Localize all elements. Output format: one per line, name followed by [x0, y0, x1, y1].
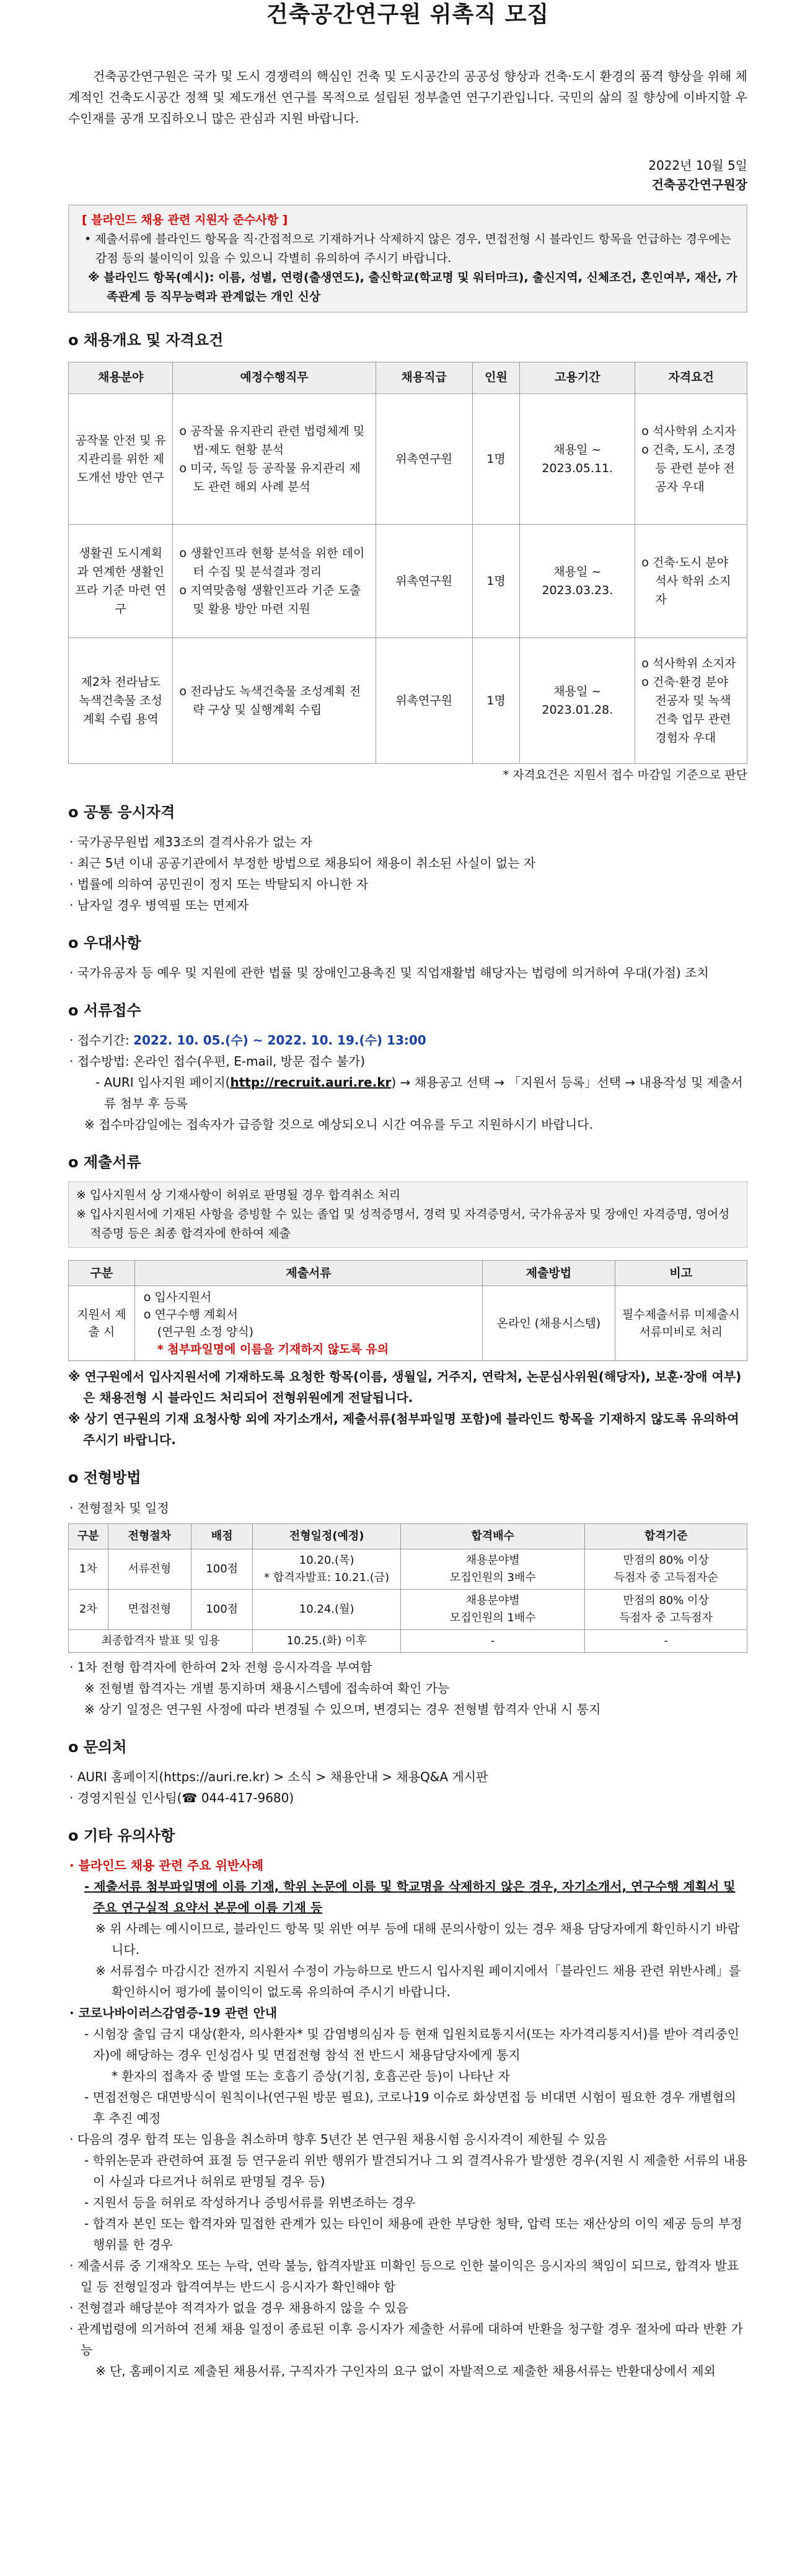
quals-cell [635, 638, 747, 764]
note-line: ※ 상기 연구원의 기재 요청사항 외에 자기소개서, 제출서류(첨부파일명 포함)에 블라인드 항목을 기재하지 않도록 유의하여 주시기 바랍니다. [68, 1411, 739, 1448]
application-period: 2022. 10. 05.(수) ~ 2022. 10. 19.(수) 13:00 [133, 1033, 426, 1048]
table-header-row [69, 362, 747, 394]
section-title-qualification: o 공통 응시자격 [68, 803, 175, 821]
cell-line: 득점자 중 고득점자 [619, 1611, 713, 1624]
col-header: 채용분야 [69, 362, 173, 394]
final-criteria-cell: - [585, 1629, 747, 1652]
schedule-cell [253, 1589, 401, 1629]
list-item: - 제출서류 첨부파일명에 이름 기재, 학위 논문에 이름 및 학교명을 삭제하지 않은 경우, 자기소개서, 연구수행 계획서 및 주요 연구실적 요약서 본문에 이름 기재 등 [84, 1878, 736, 1915]
quals-cell [635, 525, 747, 638]
list-item: · AURI 홈페이지(https://auri.re.kr) > 소식 > 채용안내 > 채용Q&A 게시판 [69, 1769, 488, 1784]
kind-cell: 지원서 제출 시 [69, 1286, 135, 1361]
qual-item: o 석사학위 소지자 [641, 424, 736, 439]
cell-line: 만점의 80% 이상 [623, 1593, 709, 1607]
note-line: ※ 전형별 합격자는 개별 통지하며 채용시스템에 접속하여 확인 가능 [84, 1680, 450, 1696]
col-header: 제출방법 [483, 1261, 615, 1286]
selection-sub [68, 1497, 747, 1518]
auri-text: - AURI 입사지원 페이지( [95, 1075, 231, 1090]
application-list [68, 1030, 747, 1135]
posting-date: 2022년 10월 5일 [648, 158, 747, 173]
duties-cell [173, 394, 376, 525]
note-line: ※ 연구원에서 입사지원서에 기재하도록 요청한 항목(이름, 생월일, 거주지, 연락처, 논문심사위원(해당자), 보훈·장애 여부)은 채용전형 시 블라인드 처리되어 전형위원에게 전달됩니다. [68, 1369, 742, 1406]
process-cell: 서류전형 [108, 1549, 191, 1589]
duty-item: o 지역맞춤형 생활인프라 기준 도출 및 활용 방안 마련 지원 [179, 584, 361, 616]
col-header: 구분 [69, 1523, 108, 1549]
cell-line: * 합격자발표: 10.21.(금) [264, 1571, 390, 1584]
list-item: · 법률에 의하여 공민권이 정지 또는 박탈되지 아니한 자 [69, 876, 369, 892]
recruit-link[interactable]: http://recruit.auri.re.kr [230, 1075, 392, 1090]
list-item: · 전형결과 해당분야 적격자가 없을 경우 채용하지 않을 수 있음 [69, 2300, 408, 2315]
docs-cell [134, 1286, 482, 1361]
table-row [69, 1286, 747, 1361]
headcount-cell: 1명 [472, 394, 520, 525]
criteria-cell [585, 1549, 747, 1589]
list-item: · 블라인드 채용 관련 주요 위반사례 [69, 1857, 263, 1873]
col-header: 구분 [69, 1261, 135, 1286]
final-label-cell: 최종합격자 발표 및 임용 [69, 1629, 253, 1652]
list-item: · 전형절차 및 일정 [69, 1500, 169, 1515]
note-line: ※ 상기 일정은 연구원 사정에 따라 변경될 수 있으며, 변경되는 경우 전형별 합격자 안내 시 통지 [84, 1701, 601, 1717]
note-line: * 환자의 접촉자 중 발열 또는 호흡기 증상(기침, 호흡곤란 등)이 나타난 자 [112, 2068, 510, 2083]
list-item: · 코로나바이러스감염증-19 관련 안내 [69, 2005, 278, 2020]
other-list [68, 1855, 747, 2381]
score-cell: 100점 [191, 1589, 253, 1629]
page-title: 건축공간연구원 위촉직 모집 [266, 2, 550, 27]
col-header: 제출서류 [134, 1261, 482, 1286]
field-cell: 공작물 안전 및 유지관리를 위한 제도개선 방안 연구 [69, 394, 173, 525]
overview-table [68, 362, 747, 764]
process-cell: 면접전형 [108, 1589, 191, 1629]
cell-line: 10.20.(목) [299, 1553, 354, 1567]
table-row [69, 638, 747, 764]
note-line: ※ 위 사례는 예시이므로, 블라인드 항목 및 위반 여부 등에 대해 문의사항이 있는 경우 채용 담당자에게 확인하시기 바랍니다. [95, 1921, 740, 1957]
table-header-row [69, 1523, 747, 1549]
documents-table [68, 1260, 747, 1361]
list-item: - 학위논문과 관련하여 표절 등 연구윤리 위반 행위가 발견되거나 그 외 결격사유가 발생한 경우(지원 시 제출한 서류의 내용이 사실과 다르거나 허위로 판명될 경우 등) [84, 2152, 747, 2189]
doc-item: o 입사지원서 [143, 1290, 212, 1305]
duty-item: o 미국, 독일 등 공작물 유지관리 제도 관련 해외 사례 분석 [179, 462, 361, 494]
blind-notice-example: ※ 블라인드 항목(예시): 이름, 성별, 연령(출생연도), 출신학교(학교명 및 워터마크), 출신지역, 신체조건, 혼인여부, 재산, 가족관계 등 직무능력과 관계없는 개인 신상 [88, 271, 737, 304]
note-line: ※ 단, 홈페이지로 제출된 채용서류, 구직자가 구인자의 요구 없이 자발적으로 제출한 채용서류는 반환대상에서 제외 [95, 2363, 716, 2378]
period-cell: 채용일 ~ 2023.05.11. [520, 394, 635, 525]
multiple-cell [401, 1589, 585, 1629]
col-header: 전형일정(예정) [253, 1523, 401, 1549]
list-item: · 다음의 경우 합격 또는 임용을 취소하며 향후 5년간 본 연구원 채용시험 응시자격이 제한될 수 있음 [69, 2131, 607, 2147]
col-header: 채용직급 [376, 362, 472, 394]
blind-notice-title: [ 블라인드 채용 관련 지원자 준수사항 ] [82, 213, 288, 227]
list-item: ※ 접수마감일에는 접속자가 급증할 것으로 예상되오니 시간 여유를 두고 지원하시기 바랍니다. [84, 1117, 593, 1132]
col-header: 합격배수 [401, 1523, 585, 1549]
list-item: · 관계법령에 의거하여 전체 채용 일정이 종료된 이후 응시자가 제출한 서류에 대하여 반환을 청구할 경우 절차에 따라 반환 가능 [69, 2321, 743, 2357]
list-item: - 합격자 본인 또는 합격자와 밀접한 관계가 있는 타인이 채용에 관한 부당한 청탁, 압력 또는 재산상의 이익 제공 등의 부정행위를 한 경우 [84, 2215, 742, 2252]
period-cell: 채용일 ~ 2023.03.23. [520, 525, 635, 638]
section-title-application: o 서류접수 [68, 1002, 141, 1019]
cell-line: 채용분야별 [465, 1553, 520, 1567]
col-header: 배점 [191, 1523, 253, 1549]
qual-item: o 석사학위 소지자 [641, 657, 736, 671]
doc-warning: * 첨부파일명에 이름을 기재하지 않도록 유의 [157, 1343, 389, 1357]
qualification-list [68, 831, 747, 916]
col-header: 비고 [615, 1261, 747, 1286]
cell-line: 득점자 중 고득점자순 [614, 1571, 718, 1584]
section-title-other: o 기타 유의사항 [68, 1826, 175, 1844]
headcount-cell: 1명 [472, 525, 520, 638]
preference-list [68, 962, 747, 983]
duties-cell [173, 525, 376, 638]
overview-footnote: * 자격요건은 지원서 접수 마감일 기준으로 판단 [503, 768, 747, 782]
method-cell: 온라인 (채용시스템) [483, 1286, 615, 1361]
note-line: ※ 서류접수 마감시간 전까지 지원서 수정이 가능하므로 반드시 입사지원 페이지에서「블라인드 채용 관련 위반사례」를 확인하시어 평가에 불이익이 없도록 유의하여 주시기 바랍니다. [95, 1963, 741, 1999]
score-cell: 100점 [191, 1549, 253, 1589]
cell-line: 모집인원의 3배수 [449, 1571, 536, 1584]
rank-cell: 위촉연구원 [376, 525, 472, 638]
cell-line: 만점의 80% 이상 [623, 1553, 709, 1567]
qual-item: o 건축·도시 분야 석사 학위 소지자 [641, 556, 731, 607]
contact-list [68, 1766, 747, 1808]
col-header: 전형절차 [108, 1523, 191, 1549]
duty-item: o 전라남도 녹색건축물 조성계획 전략 구상 및 실행계획 수립 [179, 685, 361, 717]
duty-item: o 생활인프라 현황 분석을 위한 데이터 수집 및 분석결과 정리 [179, 546, 365, 579]
list-item [68, 1030, 747, 1051]
headcount-cell: 1명 [472, 638, 520, 764]
remark-cell: 필수제출서류 미제출시 서류미비로 처리 [615, 1286, 747, 1361]
list-item: · 제출서류 중 기재착오 또는 누락, 연락 불능, 합격자발표 미확인 등으로 인한 불이익은 응시자의 책임이 되므로, 합격자 발표일 등 전형일정과 합격여부는 반드시 응시자가 확인해야 함 [69, 2258, 739, 2294]
table-row [69, 1629, 747, 1652]
blind-notice-box [68, 204, 747, 313]
documents-note-box [68, 1181, 747, 1248]
period-label: · 접수기간: [69, 1033, 134, 1048]
doc-item: o 연구수행 계획서 [143, 1308, 238, 1322]
rank-cell: 위촉연구원 [376, 394, 472, 525]
auri-text: ) → 채용공고 선택 → 「지원서 등록」선택 → 내용작성 및 제출서류 첨부 후 등록 [104, 1075, 743, 1111]
list-item: · 경영지원실 인사팀(☎ 044-417-9680) [69, 1790, 294, 1805]
schedule-cell [253, 1549, 401, 1589]
col-header: 합격기준 [585, 1523, 747, 1549]
section-title-documents: o 제출서류 [68, 1154, 141, 1172]
period-cell: 채용일 ~ 2023.01.28. [520, 638, 635, 764]
col-header: 인원 [472, 362, 520, 394]
criteria-cell [585, 1589, 747, 1629]
qual-item: o 건축, 도시, 조경 등 관련 분야 전공자 우대 [641, 443, 736, 494]
table-row [69, 394, 747, 525]
cell-line: 10.24.(월) [299, 1602, 354, 1616]
duty-item: o 공작물 유지관리 관련 법령체계 및 법·제도 현황 분석 [179, 424, 365, 457]
list-item: · 국가공무원법 제33조의 결격사유가 없는 자 [69, 834, 313, 849]
col-header: 고용기간 [520, 362, 635, 394]
list-item: · 국가유공자 등 예우 및 지원에 관한 법률 및 장애인고용촉진 및 직업재활법 해당자는 법령에 의거하여 우대(가점) 조치 [69, 965, 709, 980]
table-row [69, 1589, 747, 1629]
final-multiple-cell: - [401, 1629, 585, 1652]
note-line: ※ 입사지원서에 기재된 사항을 증빙할 수 있는 졸업 및 성적증명서, 경력 및 자격증명서, 국가유공자 및 장애인 자격증명, 영어성적증명 등은 최종 합격자에 한하여 제출 [76, 1207, 730, 1241]
documents-notes [68, 1366, 747, 1450]
list-item: - 면접전형은 대면방식이 원칙이나(연구원 방문 필요), 코로나19 이슈로 화상면접 등 비대면 시험이 필요한 경우 개별협의 후 추진 예정 [84, 2089, 736, 2126]
duties-cell [173, 638, 376, 764]
section-title-contact: o 문의처 [68, 1738, 127, 1756]
selection-notes [68, 1657, 747, 1720]
field-cell: 제2차 전라남도 녹색건축물 조성계획 수립 용역 [69, 638, 173, 764]
final-date-cell: 10.25.(화) 이후 [253, 1629, 401, 1652]
organization-name: 건축공간연구원장 [651, 177, 747, 192]
multiple-cell [401, 1549, 585, 1589]
list-item: · 접수방법: 온라인 접수(우편, E-mail, 방문 접수 불가) [69, 1054, 366, 1069]
list-item: - 시험장 출입 금지 대상(환자, 의사환자* 및 감염병의심자 등 현재 입원치료통지서(또는 자가격리통지서)를 받아 격리중인 자)에 해당하는 경우 인성검사 및 면접전형 참석 전 반드시 채용담당자에게 통지 [84, 2026, 739, 2062]
blind-notice-line: • 제출서류에 블라인드 항목을 직·간접적으로 기재하거나 삭제하지 않은 경우, 면접전형 시 블라인드 항목을 언급하는 경우에는 감점 등의 불이익이 있을 수 있으니 각별히 유의하여 주시기 바랍니다. [84, 232, 731, 265]
intro-paragraph: 건축공간연구원은 국가 및 도시 경쟁력의 핵심인 건축 및 도시공간의 공공성 향상과 건축·도시 환경의 품격 향상을 위해 체계적인 건축도시공간 정책 및 제도개선 연구를 목적으로 설립된 정부출연 연구기관입니다. 국민의 삶의 질 향상에 이바지할 우수인재를 공개 모집하오니 많은 관심과 지원 바랍니다. [68, 69, 747, 126]
table-row [69, 1549, 747, 1589]
quals-cell [635, 394, 747, 525]
note-line: ※ 입사지원서 상 기재사항이 허위로 판명될 경우 합격취소 처리 [76, 1188, 401, 1203]
table-header-row [69, 1261, 747, 1286]
list-item: · 최근 5년 이내 공공기관에서 부정한 방법으로 채용되어 채용이 취소된 사실이 없는 자 [69, 855, 536, 870]
table-row [69, 525, 747, 638]
field-cell: 생활권 도시계획과 연계한 생활인프라 기준 마련 연구 [69, 525, 173, 638]
rank-cell: 위촉연구원 [376, 638, 472, 764]
list-item [68, 1072, 747, 1114]
section-title-preference: o 우대사항 [68, 934, 141, 952]
section-title-selection: o 전형방법 [68, 1469, 141, 1487]
col-header: 자격요건 [635, 362, 747, 394]
cell-line: 채용분야별 [465, 1593, 520, 1607]
stage-cell: 1차 [69, 1549, 108, 1589]
selection-table [68, 1523, 747, 1653]
list-item: · 1차 전형 합격자에 한하여 2차 전형 응시자격을 부여함 [69, 1659, 372, 1675]
section-title-overview: o 채용개요 및 자격요건 [68, 331, 224, 349]
cell-line: 모집인원의 1배수 [449, 1611, 536, 1624]
doc-item: (연구원 소정 양식) [157, 1325, 254, 1339]
list-item: · 남자일 경우 병역필 또는 면제자 [69, 897, 249, 913]
col-header: 예정수행직무 [173, 362, 376, 394]
list-item: - 지원서 등을 허위로 작성하거나 증빙서류를 위변조하는 경우 [84, 2194, 416, 2210]
stage-cell: 2차 [69, 1589, 108, 1629]
qual-item: o 건축·환경 분야 전공자 및 녹색건축 업무 관련 경험자 우대 [641, 675, 731, 745]
